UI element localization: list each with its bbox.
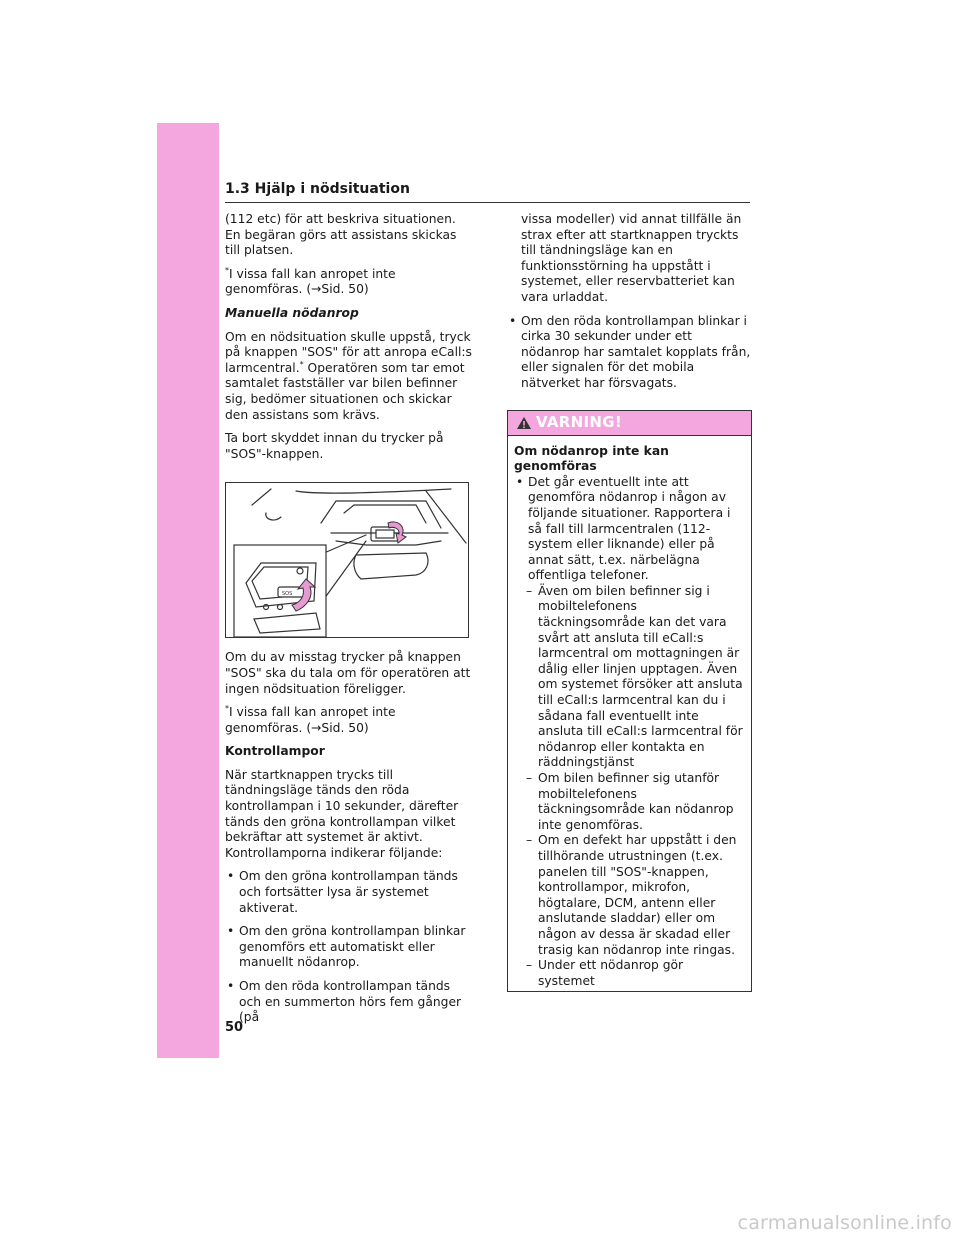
- warning-box: [507, 410, 752, 993]
- list-item: • Om den gröna kontrollampan tänds och fortsätter lysa är systemet aktiverat.: [225, 869, 473, 916]
- paragraph-indicator-lamps: När startknappen trycks till tändningsläge tänds den röda kontrollampan i 10 sekunder, därefter tänds den gröna kontrollampan vilket bekräftar att systemet är aktivt. Kontrollamporna indikerar följande:: [225, 767, 459, 860]
- bullet-continuation: vissa modeller) vid annat tillfälle än strax efter att startknappen tryckts till tändningsläge kan en funktionsstörning ha uppstått i systemet, eller reservbatteriet kan vara urladdat.: [521, 212, 742, 304]
- warning-dash-item: – Under ett nödanrop gör systemet: [514, 958, 743, 989]
- footnote-mark: *: [225, 265, 229, 275]
- warning-heading: Om nödanrop inte kan genomföras: [514, 443, 669, 474]
- page-header: [225, 178, 750, 203]
- paragraph-manual: [225, 330, 473, 424]
- warning-dash-item: – Om en defekt har uppstått i den tillhörande utrustningen (t.ex. panelen till "SOS"-knappen, kontrollampor, mikrofon, högtalare, DCM, antenn eller anslutande sladdar) eller om någon av dessa är skadad eller trasig kan nödanrop inte ringas.: [514, 833, 743, 958]
- warning-bullet: • Det går eventuellt inte att genomföra nödanrop i någon av följande situationer. Rapportera i så fall till larmcentralen (112-system eller liknande) eller på annat sätt, t.ex. närbelägna offentliga telefoner.: [514, 475, 743, 584]
- indicator-lamps-heading: Kontrollampor: [225, 744, 325, 759]
- paragraph-accidental-press: Om du av misstag trycker på knappen "SOS" ska du tala om för operatören att ingen nödsituation föreligger.: [225, 650, 471, 696]
- paragraph-remove-cover: Ta bort skyddet innan du trycker på "SOS"-knappen.: [225, 431, 444, 461]
- manual-call-heading: Manuella nödanrop: [225, 305, 359, 320]
- footnote-mark: *: [225, 704, 229, 713]
- right-column: [507, 212, 752, 992]
- footnote-text: I vissa fall kan anropet inte genomföras. (→Sid. 50): [225, 266, 396, 297]
- warning-icon: [516, 416, 532, 430]
- sos-button-illustration: [225, 482, 469, 638]
- warning-header: [508, 411, 751, 436]
- warning-dash-item: – Om bilen befinner sig utanför mobiltelefonens täckningsområde kan nödanrop inte genomföras.: [514, 771, 743, 833]
- paragraph-manual-a: Om en nödsituation skulle uppstå, tryck på knappen "SOS" för att anropa eCall:s larmcentral.: [225, 329, 472, 375]
- warning-body: [508, 436, 751, 992]
- left-column: [225, 212, 473, 1034]
- paragraph-intro: (112 etc) för att beskriva situationen. En begäran görs att assistans skickas till platsen.: [225, 212, 457, 258]
- side-color-band: [157, 123, 219, 1058]
- warning-title: VARNING!: [536, 412, 622, 431]
- footnote-mark: *: [299, 359, 304, 369]
- footnote-1: [225, 267, 473, 298]
- page-number: 50: [225, 1020, 244, 1035]
- list-item: • Om den röda kontrollampan blinkar i cirka 30 sekunder under ett nödanrop har samtalet kopplats från, eller signalen för det mobila nätverket har försvagats.: [507, 314, 752, 392]
- paragraph-manual-b: Operatören som tar emot samtalet fastställer var bilen befinner sig, bedömer situationen och skickar den assistans som krävs.: [225, 360, 465, 422]
- overhead-console-drawing: [226, 483, 468, 637]
- watermark-text: carmanualsonline.info: [737, 1212, 952, 1234]
- section-title: 1.3 Hjälp i nödsituation: [225, 181, 410, 197]
- sos-label: SOS: [282, 591, 293, 598]
- warning-dash-item: – Även om bilen befinner sig i mobiltelefonens täckningsområde kan det vara svårt att ansluta till eCall:s larmcentral om mottagningen är dålig eller linjen upptagen. Även om systemet försöker att ansluta till eCall:s larmcentral kan du i sådana fall eventuellt inte ansluta till eCall:s larmcentral för nödanrop eller kontakta en räddningstjänst: [514, 584, 743, 771]
- list-item: • Om den gröna kontrollampan blinkar genomförs ett automatiskt eller manuellt nödanrop.: [225, 924, 473, 971]
- list-item: • Om den röda kontrollampan tänds och en summerton hörs fem gånger (på: [225, 979, 473, 1026]
- footnote-text: I vissa fall kan anropet inte genomföras. (→Sid. 50): [225, 705, 396, 735]
- footnote-2: [225, 705, 473, 736]
